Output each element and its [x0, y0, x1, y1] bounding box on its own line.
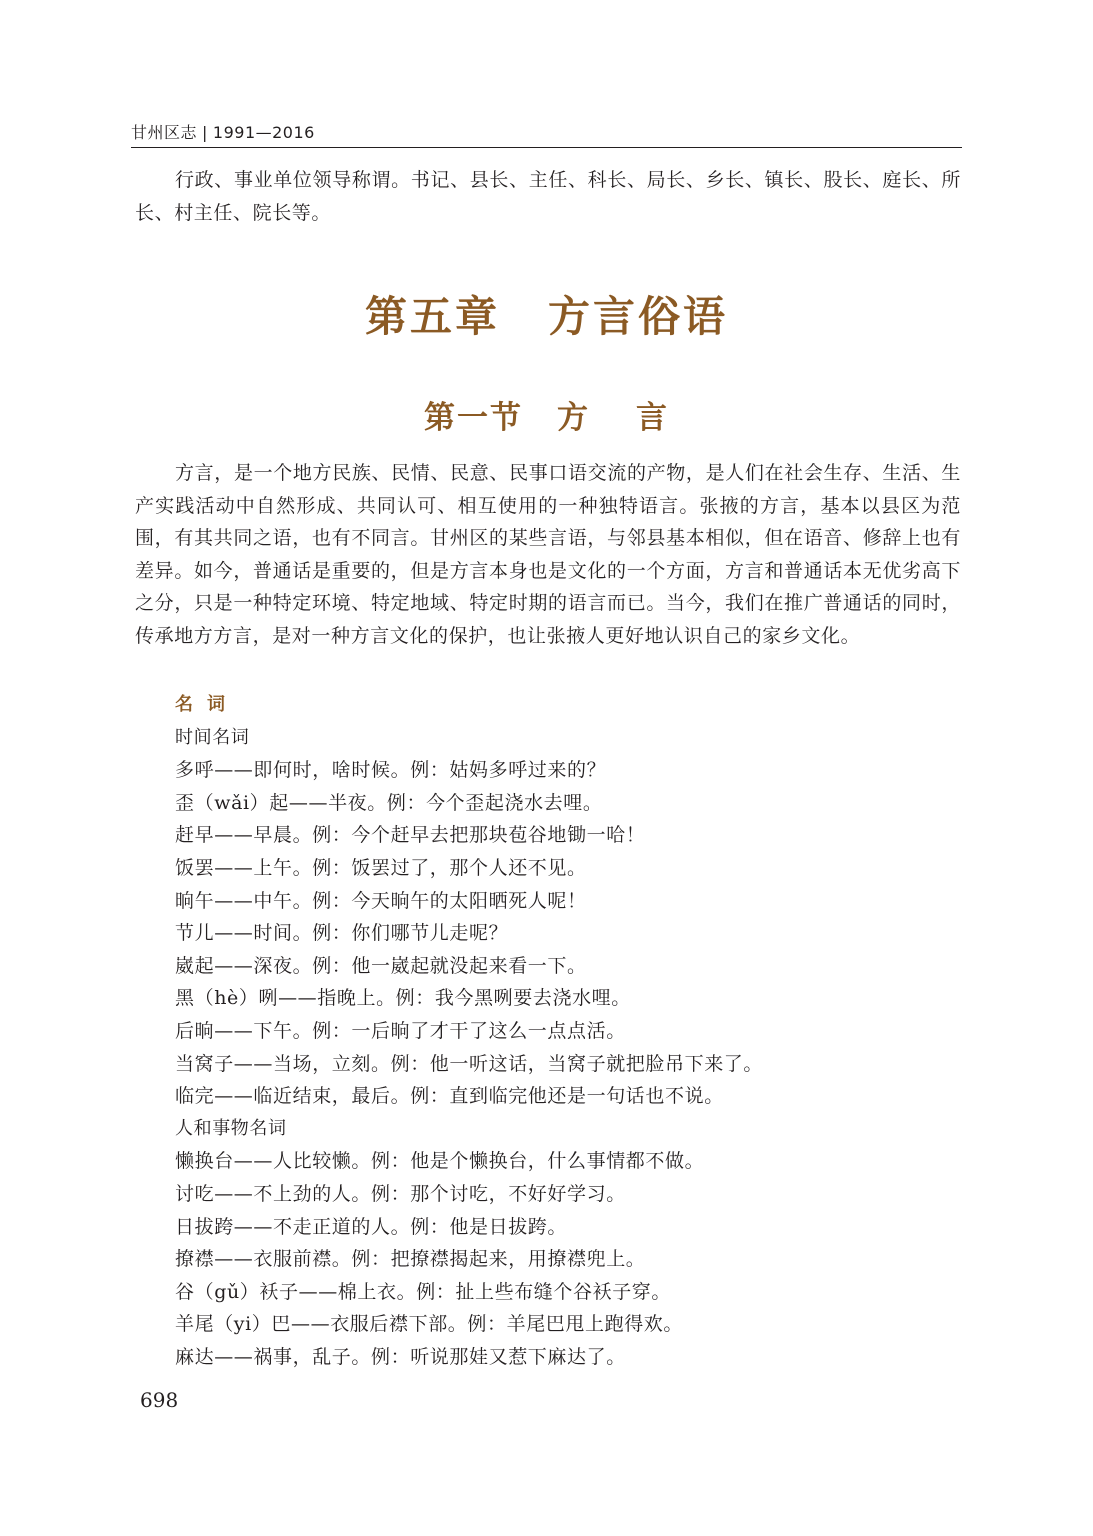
- subheading-people-nouns: 人和事物名词: [175, 1117, 287, 1139]
- main-paragraph: 方言，是一个地方民族、民情、民意、民事口语交流的产物，是人们在社会生存、生活、生产实践活动中自然形成、共同认可、相互使用的一种独特语言。张掖的方言，基本以县区为范围，有其共同之语，也有不同言。甘州区的某些言语，与邻县基本相似，但在语音、修辞上也有差异。如今，普通话是重要的，但是方言本身也是文化的一个方面，方言和普通话本无优劣高下之分，只是一种特定环境、特定地域、特定时期的语言而已。当今，我们在推广普通话的同时，传承地方方言，是对一种方言文化的保护，也让张掖人更好地认识自己的家乡文化。: [135, 462, 961, 647]
- list-item: 赶早——早晨。例：今个赶早去把那块苞谷地锄一哈！: [175, 824, 646, 847]
- list-item: 撩襟——衣服前襟。例：把撩襟揭起来，用撩襟兜上。: [175, 1248, 646, 1271]
- list-item: 羊尾（yi）巴——衣服后襟下部。例：羊尾巴甩上跑得欢。: [175, 1313, 684, 1336]
- dialect-list: [175, 689, 961, 1373]
- list-item: 当窝子——当场，立刻。例：他一听这话，当窝子就把脸吊下来了。: [175, 1052, 764, 1075]
- section-name-char1: 方: [557, 400, 590, 436]
- chapter-name: 方言俗语: [548, 292, 729, 341]
- list-item: 日拔跨——不走正道的人。例：他是日拔跨。: [175, 1215, 568, 1238]
- page-number: 698: [140, 1388, 179, 1412]
- category-heading: 名词: [175, 694, 239, 715]
- list-item: 后晌——下午。例：一后晌了才干了这么一点点活。: [175, 1019, 626, 1042]
- header-years: 1991—2016: [212, 123, 315, 142]
- list-item: 懒换台——人比较懒。例：他是个懒换台，什么事情都不做。: [175, 1150, 705, 1173]
- list-item: 晌午——中午。例：今天晌午的太阳晒死人呢！: [175, 889, 587, 912]
- list-item: 节儿——时间。例：你们哪节儿走呢？: [175, 922, 509, 945]
- list-item: 饭罢——上午。例：饭罢过了，那个人还不见。: [175, 856, 587, 879]
- list-item: 歪（wǎi）起——半夜。例：今个歪起浇水去哩。: [175, 791, 603, 814]
- chapter-number: 第五章: [364, 292, 500, 341]
- list-item: 崴起——深夜。例：他一崴起就没起来看一下。: [175, 954, 587, 977]
- section-number: 第一节: [424, 400, 523, 436]
- list-item: 多呼——即何时，啥时候。例：姑妈多呼过来的？: [175, 759, 607, 782]
- section-title: [0, 392, 1093, 437]
- intro-paragraph: 行政、事业单位领导称谓。书记、县长、主任、科长、局长、乡长、镇长、股长、庭长、所长、村主任、院长等。: [135, 169, 961, 224]
- subheading-time-nouns: 时间名词: [175, 726, 250, 748]
- list-item: 麻达——祸事，乱子。例：听说那娃又惹下麻达了。: [175, 1345, 626, 1368]
- chapter-title: [0, 284, 1093, 344]
- header-book-title: 甘州区志: [131, 123, 198, 142]
- list-item: 临完——临近结束，最后。例：直到临完他还是一句话也不说。: [175, 1085, 724, 1108]
- header-separator: |: [202, 123, 208, 142]
- running-header: [131, 120, 962, 148]
- section-name-char2: 言: [636, 400, 669, 436]
- list-item: 谷（gǔ）袄子——棉上衣。例：扯上些布缝个谷袄子穿。: [175, 1280, 672, 1303]
- list-item: 黑（hè）咧——指晚上。例：我今黑咧要去浇水哩。: [175, 987, 631, 1010]
- list-item: 讨吃——不上劲的人。例：那个讨吃，不好好学习。: [175, 1182, 626, 1205]
